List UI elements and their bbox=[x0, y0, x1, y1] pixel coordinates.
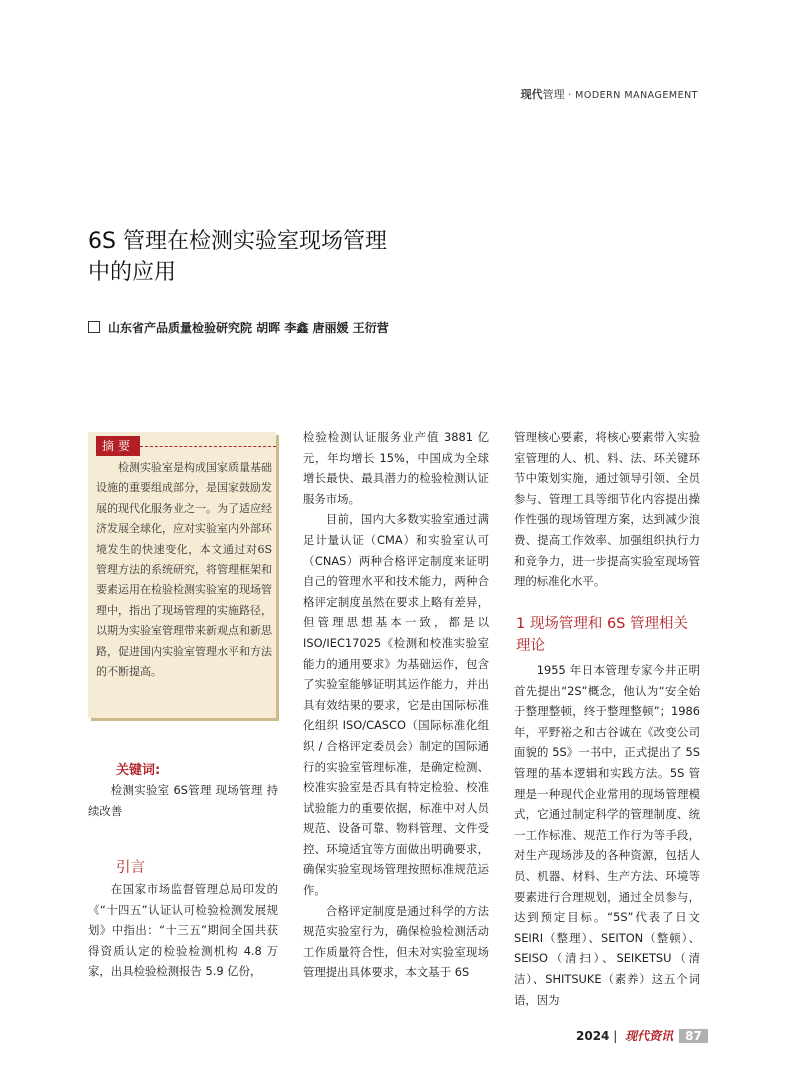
column-2 bbox=[303, 427, 489, 983]
page-footer: 2024 | 现代资讯 87 bbox=[576, 1027, 708, 1044]
checkbox-square-icon bbox=[88, 321, 100, 333]
abstract-text: 检测实验室是构成国家质量基础设施的重要组成部分，是国家鼓励发展的现代化服务业之一。为了适应经济发展全球化，应对实验室内外部环境发生的快速变化，本文通过对6S管理方法的系统研究，将管理框架和要素运用在检验检测实验室的现场管理中，指出了现场管理的实施路径，以期为实验室管理带来新观点和新思路，促进国内实验室管理水平和方法的不断提高。 bbox=[96, 461, 272, 679]
col3-paragraph-2: 1955 年日本管理专家今井正明首先提出“2S”概念，他认为“安全始于整理整顿，终于整理整顿”；1986 年，平野裕之和古谷诚在《改变公司面貌的 5S》一书中，正式提出了 5S 管理的基本逻辑和实践方法。5S 管理是一种现代企业常用的现场管理模式，它通过制定科学的管理制度、统一工作标准、规范工作行为等手段，对生产现场涉及的各种资源，包括人员、机器、材料、生产方法、环境等要素进行合理规划，通过全员参与，达到预定目标。“5S”代表了日文 SEIRI（整理）、SEITON（整顿）、SEISO（清扫）、SEIKETSU（清洁）、SHITSUKE（素养）这五个词语，因为 bbox=[514, 663, 700, 1007]
col2-paragraph-2: 目前，国内大多数实验室通过满足计量认证（CMA）和实验室认可（CNAS）两种合格评定制度来证明自己的管理水平和技术能力，两种合格评定制度虽然在要求上略有差异，但管理思想基本一致，都是以ISO/IEC17025《检测和校准实验室能力的通用要求》为基础运作，包含了实验室能够证明其运作能力，并出具有效结果的要求，它是由国际标准化组织 ISO/CASCO（国际标准化组织 / 合格评定委员会）制定的国际通行的实验室管理标准，是确定检测、校准实验室是否具有特定检验、校准试验能力的重要依据，标准中对人员规范、设备可靠、物料管理、文件受控、环境适宜等方面做出明确要求，确保实验室现场管理按照标准规范运作。 bbox=[303, 512, 489, 898]
header-column-bold: 现代 bbox=[520, 88, 543, 101]
keywords-heading: 关键词: bbox=[116, 763, 161, 778]
column-3-continued bbox=[514, 660, 700, 1010]
keywords-text: 检测实验室 6S管理 现场管理 持续改善 bbox=[88, 783, 278, 818]
footer-magazine: 现代资讯 bbox=[625, 1029, 674, 1043]
header-column-en: · MODERN MANAGEMENT bbox=[568, 90, 698, 101]
col2-paragraph-1: 检验检测认证服务业产值 3881 亿元，年均增长 15%，中国成为全球增长最快、最具潜力的检验检测认证服务市场。 bbox=[303, 430, 489, 506]
title-line-2: 中的应用 bbox=[88, 260, 177, 285]
footer-year: 2024 bbox=[576, 1029, 610, 1043]
running-header bbox=[521, 86, 698, 102]
abstract-tag: 摘要 bbox=[96, 436, 140, 456]
abstract-divider bbox=[140, 446, 276, 447]
col2-paragraph-3: 合格评定制度是通过科学的方法规范实验室行为，确保检验检测活动工作质量符合性，但未对实验室现场管理提出具体要求，本文基于 6S bbox=[303, 903, 489, 980]
article-title bbox=[88, 226, 418, 288]
section-1-heading: 1 现场管理和 6S 管理相关理论 bbox=[516, 616, 688, 654]
intro-paragraph-block bbox=[88, 879, 278, 982]
col3-paragraph-1: 管理核心要素，将核心要素带入实验室管理的人、机、料、法、环关键环节中策划实施，通过领导引领、全员参与、管理工具等细节化内容提出操作性强的现场管理方案，达到减少浪费、提高工作效率、加强组织执行力和竞争力，进一步提高实验室现场管理的标准化水平。 bbox=[514, 430, 700, 589]
header-column-rest: 管理 bbox=[542, 88, 565, 101]
author-line bbox=[88, 319, 389, 336]
intro-paragraph: 在国家市场监督管理总局印发的《“十四五”认证认可检验检测发展规划》中指出：“十三五”期间全国共获得资质认定的检验检测机构 4.8 万家，出具检验检测报告 5.9 亿份， bbox=[88, 882, 278, 979]
column-3 bbox=[514, 427, 700, 592]
title-line-1: 6S 管理在检测实验室现场管理 bbox=[88, 229, 387, 254]
page-number: 87 bbox=[679, 1029, 708, 1043]
intro-heading: 引言 bbox=[116, 860, 145, 876]
author-names: 山东省产品质量检验研究院 胡晖 李鑫 唐丽媛 王衍营 bbox=[108, 321, 389, 335]
